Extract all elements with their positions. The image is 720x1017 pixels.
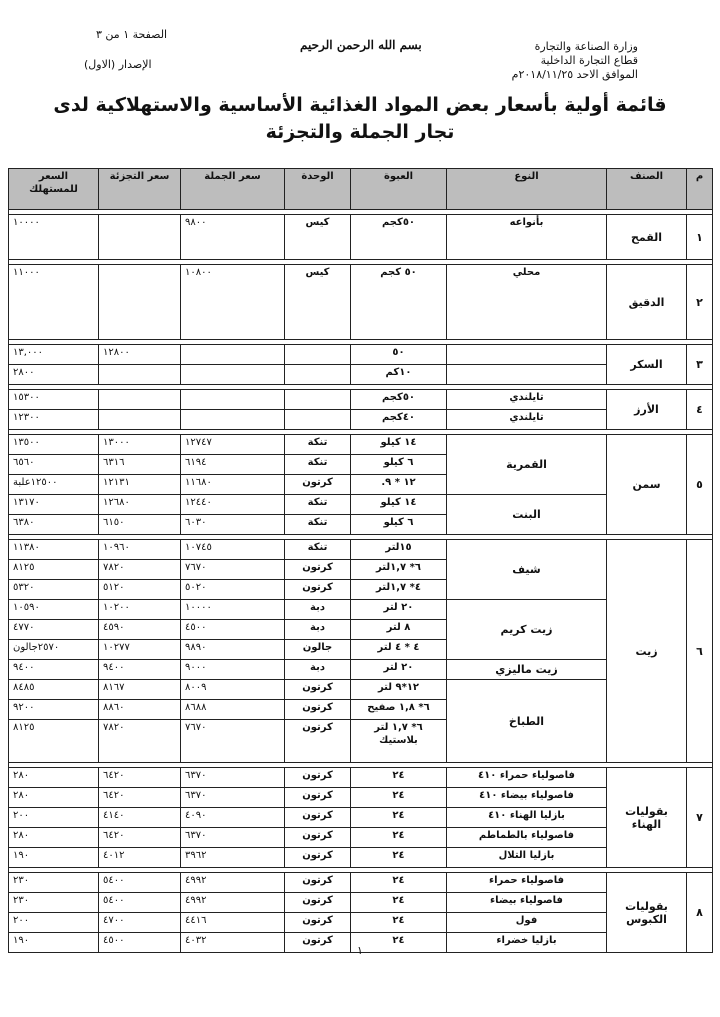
consumer-cell: ٢٥٧٠جالون — [9, 640, 99, 660]
package-cell: ١٢ * ٩. — [351, 475, 447, 495]
retail-cell: ٧٨٢٠ — [99, 720, 181, 763]
wholesale-cell: ١١٦٨٠ — [181, 475, 285, 495]
unit-cell: تنكة — [285, 540, 351, 560]
unit-cell: كرتون — [285, 788, 351, 808]
category-cell: الأرز — [607, 390, 687, 430]
unit-cell: تنكة — [285, 515, 351, 535]
unit-cell: تنكة — [285, 495, 351, 515]
category-cell: سمن — [607, 435, 687, 535]
type-cell: بأنواعه — [447, 215, 607, 260]
wholesale-cell: ٤٠٣٢ — [181, 933, 285, 953]
row-number: ٨ — [687, 873, 713, 953]
title-line-2: تجار الجملة والتجزئة — [265, 121, 455, 143]
wholesale-cell: ١٢٤٤٠ — [181, 495, 285, 515]
retail-cell: ٩٤٠٠ — [99, 660, 181, 680]
wholesale-cell: ٤٥٠٠ — [181, 620, 285, 640]
table-row — [9, 873, 713, 893]
consumer-cell: ٦٣٨٠ — [9, 515, 99, 535]
wholesale-cell: ٦١٩٤ — [181, 455, 285, 475]
package-cell: ٢٤ — [351, 893, 447, 913]
type-cell: فاصولياء بيضاء ٤١٠ — [447, 788, 607, 808]
package-cell: ١٥لتر — [351, 540, 447, 560]
package-cell: ١٢*٩ لتر — [351, 680, 447, 700]
wholesale-cell: ١٠٨٠٠ — [181, 265, 285, 340]
consumer-cell: ٢٣٠ — [9, 893, 99, 913]
package-cell: ٥٠ — [351, 345, 447, 365]
consumer-cell: ١٠٠٠٠ — [9, 215, 99, 260]
retail-cell — [99, 410, 181, 430]
retail-cell: ٥٤٠٠ — [99, 893, 181, 913]
unit-cell: كيس — [285, 215, 351, 260]
consumer-cell: ١٢٥٠٠علبة — [9, 475, 99, 495]
consumer-cell: ١١٣٨٠ — [9, 540, 99, 560]
retail-cell — [99, 215, 181, 260]
consumer-cell: ١٠٥٩٠ — [9, 600, 99, 620]
package-cell: ٥٠كجم — [351, 390, 447, 410]
consumer-cell: ٦٥٦٠ — [9, 455, 99, 475]
package-cell: ٤٠كجم — [351, 410, 447, 430]
type-cell: زيت كريم — [447, 600, 607, 660]
package-cell: ٥٠ كجم — [351, 265, 447, 340]
wholesale-cell: ١٠٧٤٥ — [181, 540, 285, 560]
package-cell: ٦ كيلو — [351, 455, 447, 475]
consumer-cell: ١٣٥٠٠ — [9, 435, 99, 455]
unit-cell: دبة — [285, 600, 351, 620]
type-cell: زيت ماليزي — [447, 660, 607, 680]
wholesale-cell — [181, 345, 285, 365]
package-cell: ٦* ١,٨ صفيح — [351, 700, 447, 720]
price-table — [8, 168, 713, 953]
package-cell: ٢٤ — [351, 933, 447, 953]
header-retail: سعر التجزئة — [99, 169, 181, 210]
type-cell: البنت — [447, 495, 607, 535]
package-cell: ٢٤ — [351, 828, 447, 848]
wholesale-cell: ٤٤١٦ — [181, 913, 285, 933]
type-cell: محلي — [447, 265, 607, 340]
retail-cell: ٤١٤٠ — [99, 808, 181, 828]
wholesale-cell: ٤٩٩٢ — [181, 893, 285, 913]
consumer-cell: ٢٣٠ — [9, 873, 99, 893]
wholesale-cell — [181, 410, 285, 430]
unit-cell: كرتون — [285, 913, 351, 933]
category-cell: بقوليات الكبوس — [607, 873, 687, 953]
retail-cell: ٨١٦٧ — [99, 680, 181, 700]
unit-cell: كرتون — [285, 580, 351, 600]
unit-cell — [285, 365, 351, 385]
consumer-cell: ١٥٣٠٠ — [9, 390, 99, 410]
wholesale-cell — [181, 390, 285, 410]
package-cell: ٢٤ — [351, 913, 447, 933]
package-cell: ١٤ كيلو — [351, 435, 447, 455]
table-row — [9, 768, 713, 788]
package-cell: ٦ كيلو — [351, 515, 447, 535]
retail-cell: ٦٤٢٠ — [99, 788, 181, 808]
type-cell — [447, 365, 607, 385]
retail-cell: ٦٤٢٠ — [99, 828, 181, 848]
wholesale-cell: ٦٣٧٠ — [181, 768, 285, 788]
consumer-cell: ٨٤٨٥ — [9, 680, 99, 700]
basmala: بسم الله الرحمن الرحيم — [300, 38, 422, 52]
wholesale-cell: ٤٠٩٠ — [181, 808, 285, 828]
package-cell: ٢٤ — [351, 848, 447, 868]
unit-cell: كرتون — [285, 768, 351, 788]
retail-cell: ٧٨٢٠ — [99, 560, 181, 580]
header-no: م — [687, 169, 713, 210]
row-number: ٥ — [687, 435, 713, 535]
retail-cell — [99, 365, 181, 385]
retail-cell: ٥٤٠٠ — [99, 873, 181, 893]
ministry-header — [512, 40, 638, 82]
retail-cell: ١٠٩٦٠ — [99, 540, 181, 560]
wholesale-cell: ٤٩٩٢ — [181, 873, 285, 893]
retail-cell: ٤٥٩٠ — [99, 620, 181, 640]
type-cell: فاصولياء بالطماطم — [447, 828, 607, 848]
wholesale-cell: ٩٨٠٠ — [181, 215, 285, 260]
unit-cell: كرتون — [285, 873, 351, 893]
unit-cell: كرتون — [285, 720, 351, 763]
wholesale-cell: ١٢٧٤٧ — [181, 435, 285, 455]
document-title — [40, 92, 680, 146]
title-line-1: قائمة أولية بأسعار بعض المواد الغذائية الأساسية والاستهلاكية لدى — [53, 94, 667, 116]
package-cell: ٤* ١,٧لتر — [351, 580, 447, 600]
unit-cell: تنكة — [285, 435, 351, 455]
wholesale-cell: ١٠٠٠٠ — [181, 600, 285, 620]
consumer-cell: ٢٨٠ — [9, 828, 99, 848]
package-cell: ٦* ١,٧لتر — [351, 560, 447, 580]
consumer-cell: ٢٠٠ — [9, 913, 99, 933]
unit-cell — [285, 410, 351, 430]
wholesale-cell: ٨٦٨٨ — [181, 700, 285, 720]
category-cell: الدقيق — [607, 265, 687, 340]
consumer-cell: ٩٤٠٠ — [9, 660, 99, 680]
retail-cell — [99, 390, 181, 410]
package-cell: ١٤ كيلو — [351, 495, 447, 515]
table-row — [9, 345, 713, 365]
consumer-cell: ٢٨٠ — [9, 768, 99, 788]
type-cell: فاصولياء حمراء — [447, 873, 607, 893]
header-consumer: السعر للمستهلك — [9, 169, 99, 210]
retail-cell: ١٣٠٠٠ — [99, 435, 181, 455]
unit-cell: دبة — [285, 660, 351, 680]
wholesale-cell: ٨٠٠٩ — [181, 680, 285, 700]
consumer-cell: ١٣,٠٠٠ — [9, 345, 99, 365]
edition-label: الإصدار (الاول) — [84, 58, 152, 71]
document-date: الموافق الاحد ٢٠١٨/١١/٢٥م — [511, 68, 638, 81]
type-cell: القمرية — [447, 435, 607, 495]
retail-cell: ١٠٢٧٧ — [99, 640, 181, 660]
unit-cell: كرتون — [285, 848, 351, 868]
unit-cell: دبة — [285, 620, 351, 640]
table-row — [9, 390, 713, 410]
unit-cell: كرتون — [285, 828, 351, 848]
retail-cell: ٦٤٢٠ — [99, 768, 181, 788]
header-unit: الوحدة — [285, 169, 351, 210]
category-cell: بقوليات الهناء — [607, 768, 687, 868]
table-row — [9, 215, 713, 260]
table-row — [9, 265, 713, 340]
type-cell: بازليا التلال — [447, 848, 607, 868]
category-cell: السكر — [607, 345, 687, 385]
wholesale-cell: ٣٩٦٢ — [181, 848, 285, 868]
consumer-cell: ٩٢٠٠ — [9, 700, 99, 720]
header-wholesale: سعر الجملة — [181, 169, 285, 210]
unit-cell: كرتون — [285, 475, 351, 495]
unit-cell: كرتون — [285, 808, 351, 828]
row-number: ١ — [687, 215, 713, 260]
retail-cell: ١٢٨٠٠ — [99, 345, 181, 365]
wholesale-cell: ٧٦٧٠ — [181, 720, 285, 763]
retail-cell: ٦١٥٠ — [99, 515, 181, 535]
package-cell: ٨ لتر — [351, 620, 447, 640]
package-cell: ١٠كم — [351, 365, 447, 385]
unit-cell: كرتون — [285, 933, 351, 953]
ministry-name: وزارة الصناعة والتجارة — [534, 40, 638, 53]
table-row — [9, 540, 713, 560]
type-cell: بازليا خضراء — [447, 933, 607, 953]
unit-cell: كرتون — [285, 893, 351, 913]
package-cell: ٢٤ — [351, 873, 447, 893]
retail-cell: ٤٥٠٠ — [99, 933, 181, 953]
category-cell: زيت — [607, 540, 687, 763]
type-cell: فول — [447, 913, 607, 933]
row-number: ٢ — [687, 265, 713, 340]
wholesale-cell: ٧٦٧٠ — [181, 560, 285, 580]
row-number: ٧ — [687, 768, 713, 868]
type-cell: الطباخ — [447, 680, 607, 763]
wholesale-cell: ٦٣٧٠ — [181, 788, 285, 808]
consumer-cell: ٢٠٠ — [9, 808, 99, 828]
retail-cell: ٤٧٠٠ — [99, 913, 181, 933]
unit-cell — [285, 390, 351, 410]
package-cell: ٥٠كجم — [351, 215, 447, 260]
package-cell: ٦* ١,٧ لتر بلاستيك — [351, 720, 447, 763]
unit-cell — [285, 345, 351, 365]
retail-cell: ٦٣١٦ — [99, 455, 181, 475]
table-header-row — [9, 169, 713, 210]
retail-cell: ١٠٢٠٠ — [99, 600, 181, 620]
unit-cell: كرتون — [285, 680, 351, 700]
consumer-cell: ٤٧٧٠ — [9, 620, 99, 640]
wholesale-cell — [181, 365, 285, 385]
header-package: العبوة — [351, 169, 447, 210]
wholesale-cell: ٩٨٩٠ — [181, 640, 285, 660]
retail-cell: ٥١٢٠ — [99, 580, 181, 600]
package-cell: ٢٤ — [351, 788, 447, 808]
consumer-cell: ٥٣٢٠ — [9, 580, 99, 600]
package-cell: ٢٤ — [351, 808, 447, 828]
package-cell: ٢٠ لتر — [351, 600, 447, 620]
consumer-cell: ١٣١٧٠ — [9, 495, 99, 515]
unit-cell: تنكة — [285, 455, 351, 475]
consumer-cell: ١٢٣٠٠ — [9, 410, 99, 430]
type-cell: بازليا الهناء ٤١٠ — [447, 808, 607, 828]
category-cell: القمح — [607, 215, 687, 260]
consumer-cell: ٨١٢٥ — [9, 560, 99, 580]
table-row — [9, 435, 713, 455]
type-cell: فاصولياء بيضاء — [447, 893, 607, 913]
consumer-cell: ٨١٢٥ — [9, 720, 99, 763]
row-number: ٤ — [687, 390, 713, 430]
retail-cell — [99, 265, 181, 340]
wholesale-cell: ٥٠٢٠ — [181, 580, 285, 600]
unit-cell: كرتون — [285, 700, 351, 720]
unit-cell: كرتون — [285, 560, 351, 580]
retail-cell: ٨٨٦٠ — [99, 700, 181, 720]
sector-name: قطاع التجارة الداخلية — [540, 54, 638, 67]
type-cell: شيف — [447, 540, 607, 600]
consumer-cell: ١١٠٠٠ — [9, 265, 99, 340]
wholesale-cell: ٦٠٣٠ — [181, 515, 285, 535]
consumer-cell: ٢٨٠٠ — [9, 365, 99, 385]
retail-cell: ١٢٦٨٠ — [99, 495, 181, 515]
retail-cell: ١٢١٣١ — [99, 475, 181, 495]
type-cell — [447, 345, 607, 365]
consumer-cell: ١٩٠ — [9, 933, 99, 953]
header-category: الصنف — [607, 169, 687, 210]
package-cell: ٤ * ٤ لتر — [351, 640, 447, 660]
table-body — [9, 210, 713, 953]
type-cell: تايلندي — [447, 390, 607, 410]
page-indicator: الصفحة ١ من ٣ — [96, 28, 168, 41]
consumer-cell: ١٩٠ — [9, 848, 99, 868]
package-cell: ٢٤ — [351, 768, 447, 788]
type-cell: فاصولياء حمراء ٤١٠ — [447, 768, 607, 788]
consumer-cell: ٢٨٠ — [9, 788, 99, 808]
unit-cell: كيس — [285, 265, 351, 340]
wholesale-cell: ٦٣٧٠ — [181, 828, 285, 848]
package-cell: ٢٠ لتر — [351, 660, 447, 680]
wholesale-cell: ٩٠٠٠ — [181, 660, 285, 680]
row-number: ٣ — [687, 345, 713, 385]
header-type: النوع — [447, 169, 607, 210]
row-number: ٦ — [687, 540, 713, 763]
unit-cell: جالون — [285, 640, 351, 660]
type-cell: تايلندي — [447, 410, 607, 430]
retail-cell: ٤٠١٢ — [99, 848, 181, 868]
page-number: ١ — [357, 944, 363, 957]
